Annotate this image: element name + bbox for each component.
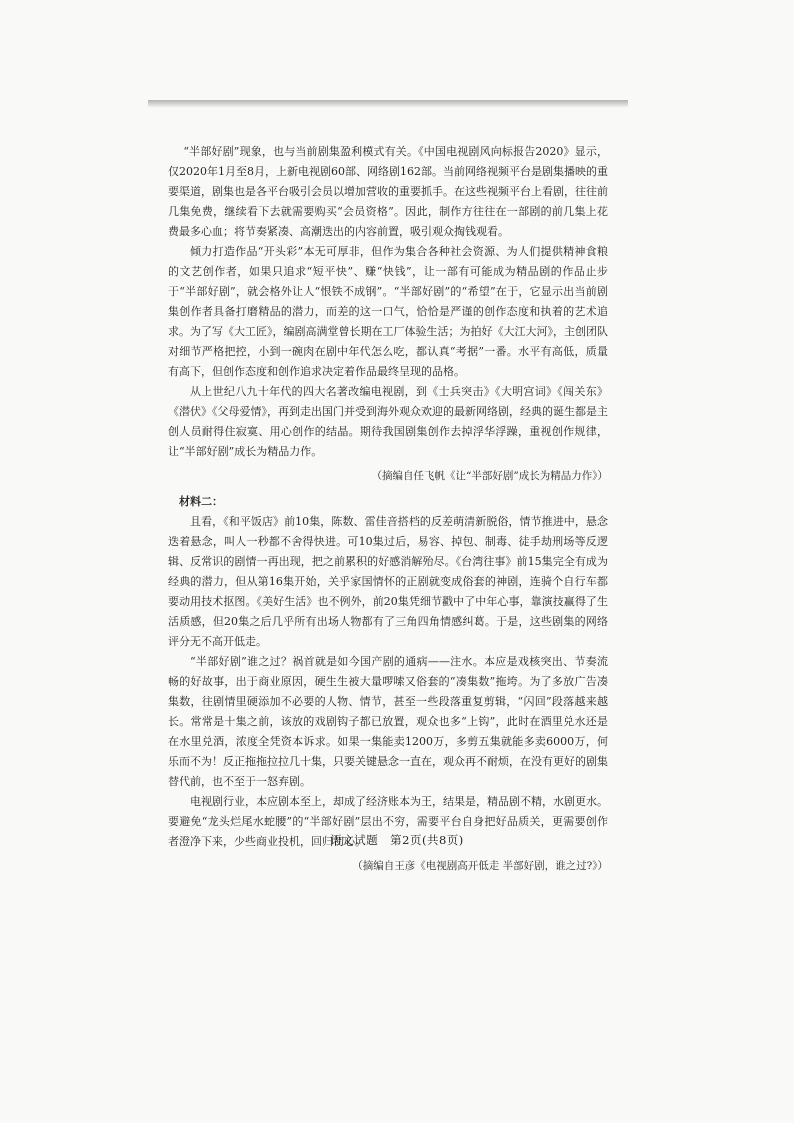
page-footer: 语文试题 第2页(共8页) <box>330 833 464 847</box>
material-two-paragraph-1: 且看，《和平饭店》前10集，陈数、雷佳音搭档的反差萌清新脱俗，情节推进中，悬念迭着悬念，叫人一秒都不舍得快进。可10集过后，易容、掉包、制毒、徒手劫刑场等反逻辑、反常识的剧情一再出现，把之前累积的好感消解殆尽。《台湾往事》前15集完全有成为经典的潜力，但从第16集开始，关乎家国情怀的正剧就变成俗套的神剧，连骑个自行车都要动用技术抠图。《美好生活》也不例外，前20集凭细节戳中了中年心事，靠演技赢得了生活质感，但20集之后几乎所有出场人物都有了三角四角情感纠葛。于是，这些剧集的网络评分无不高开低走。 <box>168 515 608 648</box>
material-two-heading: 材料二： <box>179 495 223 508</box>
material-two-source: （摘编自王彦《电视剧高开低走 半部好剧，谁之过?》） <box>352 860 608 872</box>
material-one-source: （摘编自任飞帆《让“半部好剧”成长为精品力作》） <box>371 470 608 482</box>
document-body <box>168 142 608 876</box>
material-two <box>168 492 608 876</box>
material-one <box>168 142 608 486</box>
material-two-paragraph-2: “半部好剧”谁之过？祸首就是如今国产剧的通病——注水。本应是戏核突出、节奏流畅的好故事，出于商业原因，硬生生被大量啰嗦又俗套的“凑集数”拖垮。为了多放广告凑集数，往剧情里硬添加不必要的人物、情节，甚至一些段落重复剪辑，“闪回”段落越来越长。常常是十集之前，该放的戏剧钩子都已放置，观众也多“上钩”，此时在酒里兑水还是在水里兑酒，浓度全凭资本诉求。如果一集能卖1200万，多剪五集就能多卖6000万，何乐而不为！反正拖拖拉拉几十集，只要关键悬念一直在，观众再不耐烦，在没有更好的剧集替代前，也不至于一怒弃剧。 <box>168 655 608 788</box>
material-one-paragraph-2: 倾力打造作品“开头彩”本无可厚非，但作为集合各种社会资源、为人们提供精神食粮的文艺创作者，如果只追求“短平快”、赚“快钱”，让一部有可能成为精品剧的作品止步于“半部好剧”，就会格外让人“恨铁不成钢”。“半部好剧”的“希望”在于，它显示出当前剧集创作者具备打磨精品的潜力，而差的这一口气，恰恰是严谨的创作态度和执着的艺术追求。为了写《大工匠》，编剧高满堂曾长期在工厂体验生活；为拍好《大江大河》，主创团队对细节严格把控，小到一碗肉在剧中年代怎么吃，都认真“考据”一番。水平有高低，质量有高下，但创作态度和创作追求决定着作品最终呈现的品格。 <box>168 245 608 378</box>
scan-edge-shadow <box>148 100 628 108</box>
material-one-paragraph-1: “半部好剧”现象，也与当前剧集盈利模式有关。《中国电视剧风向标报告2020》显示，仅2020年1月至8月，上新电视剧60部、网络剧162部。当前网络视频平台是剧集播映的重要渠道，剧集也是各平台吸引会员以增加营收的重要抓手。在这些视频平台上看剧，往往前几集免费，继续看下去就需要购买“会员资格”。因此，制作方往往在一部剧的前几集上花费最多心血；将节奏紧凑、高潮迭出的内容前置，吸引观众掏钱观看。 <box>168 145 608 238</box>
material-two-paragraph-3: 电视剧行业，本应剧本至上，却成了经济账本为王，结果是，精品剧不精，水剧更水。要避免“龙头烂尾水蛇腰”的“半部好剧”层出不穷，需要平台自身把好品质关，更需要创作者澄净下来，少些商业投机，回归初心。 <box>168 795 608 848</box>
material-one-paragraph-3: 从上世纪八九十年代的四大名著改编电视剧，到《士兵突击》《大明宫词》《闯关东》《潜伏》《父母爱情》，再到走出国门并受到海外观众欢迎的最新网络剧，经典的诞生都是主创人员耐得住寂寞、用心创作的结晶。期待我国剧集创作去掉浮华浮躁，重视创作规律，让“半部好剧”成长为精品力作。 <box>168 385 608 458</box>
